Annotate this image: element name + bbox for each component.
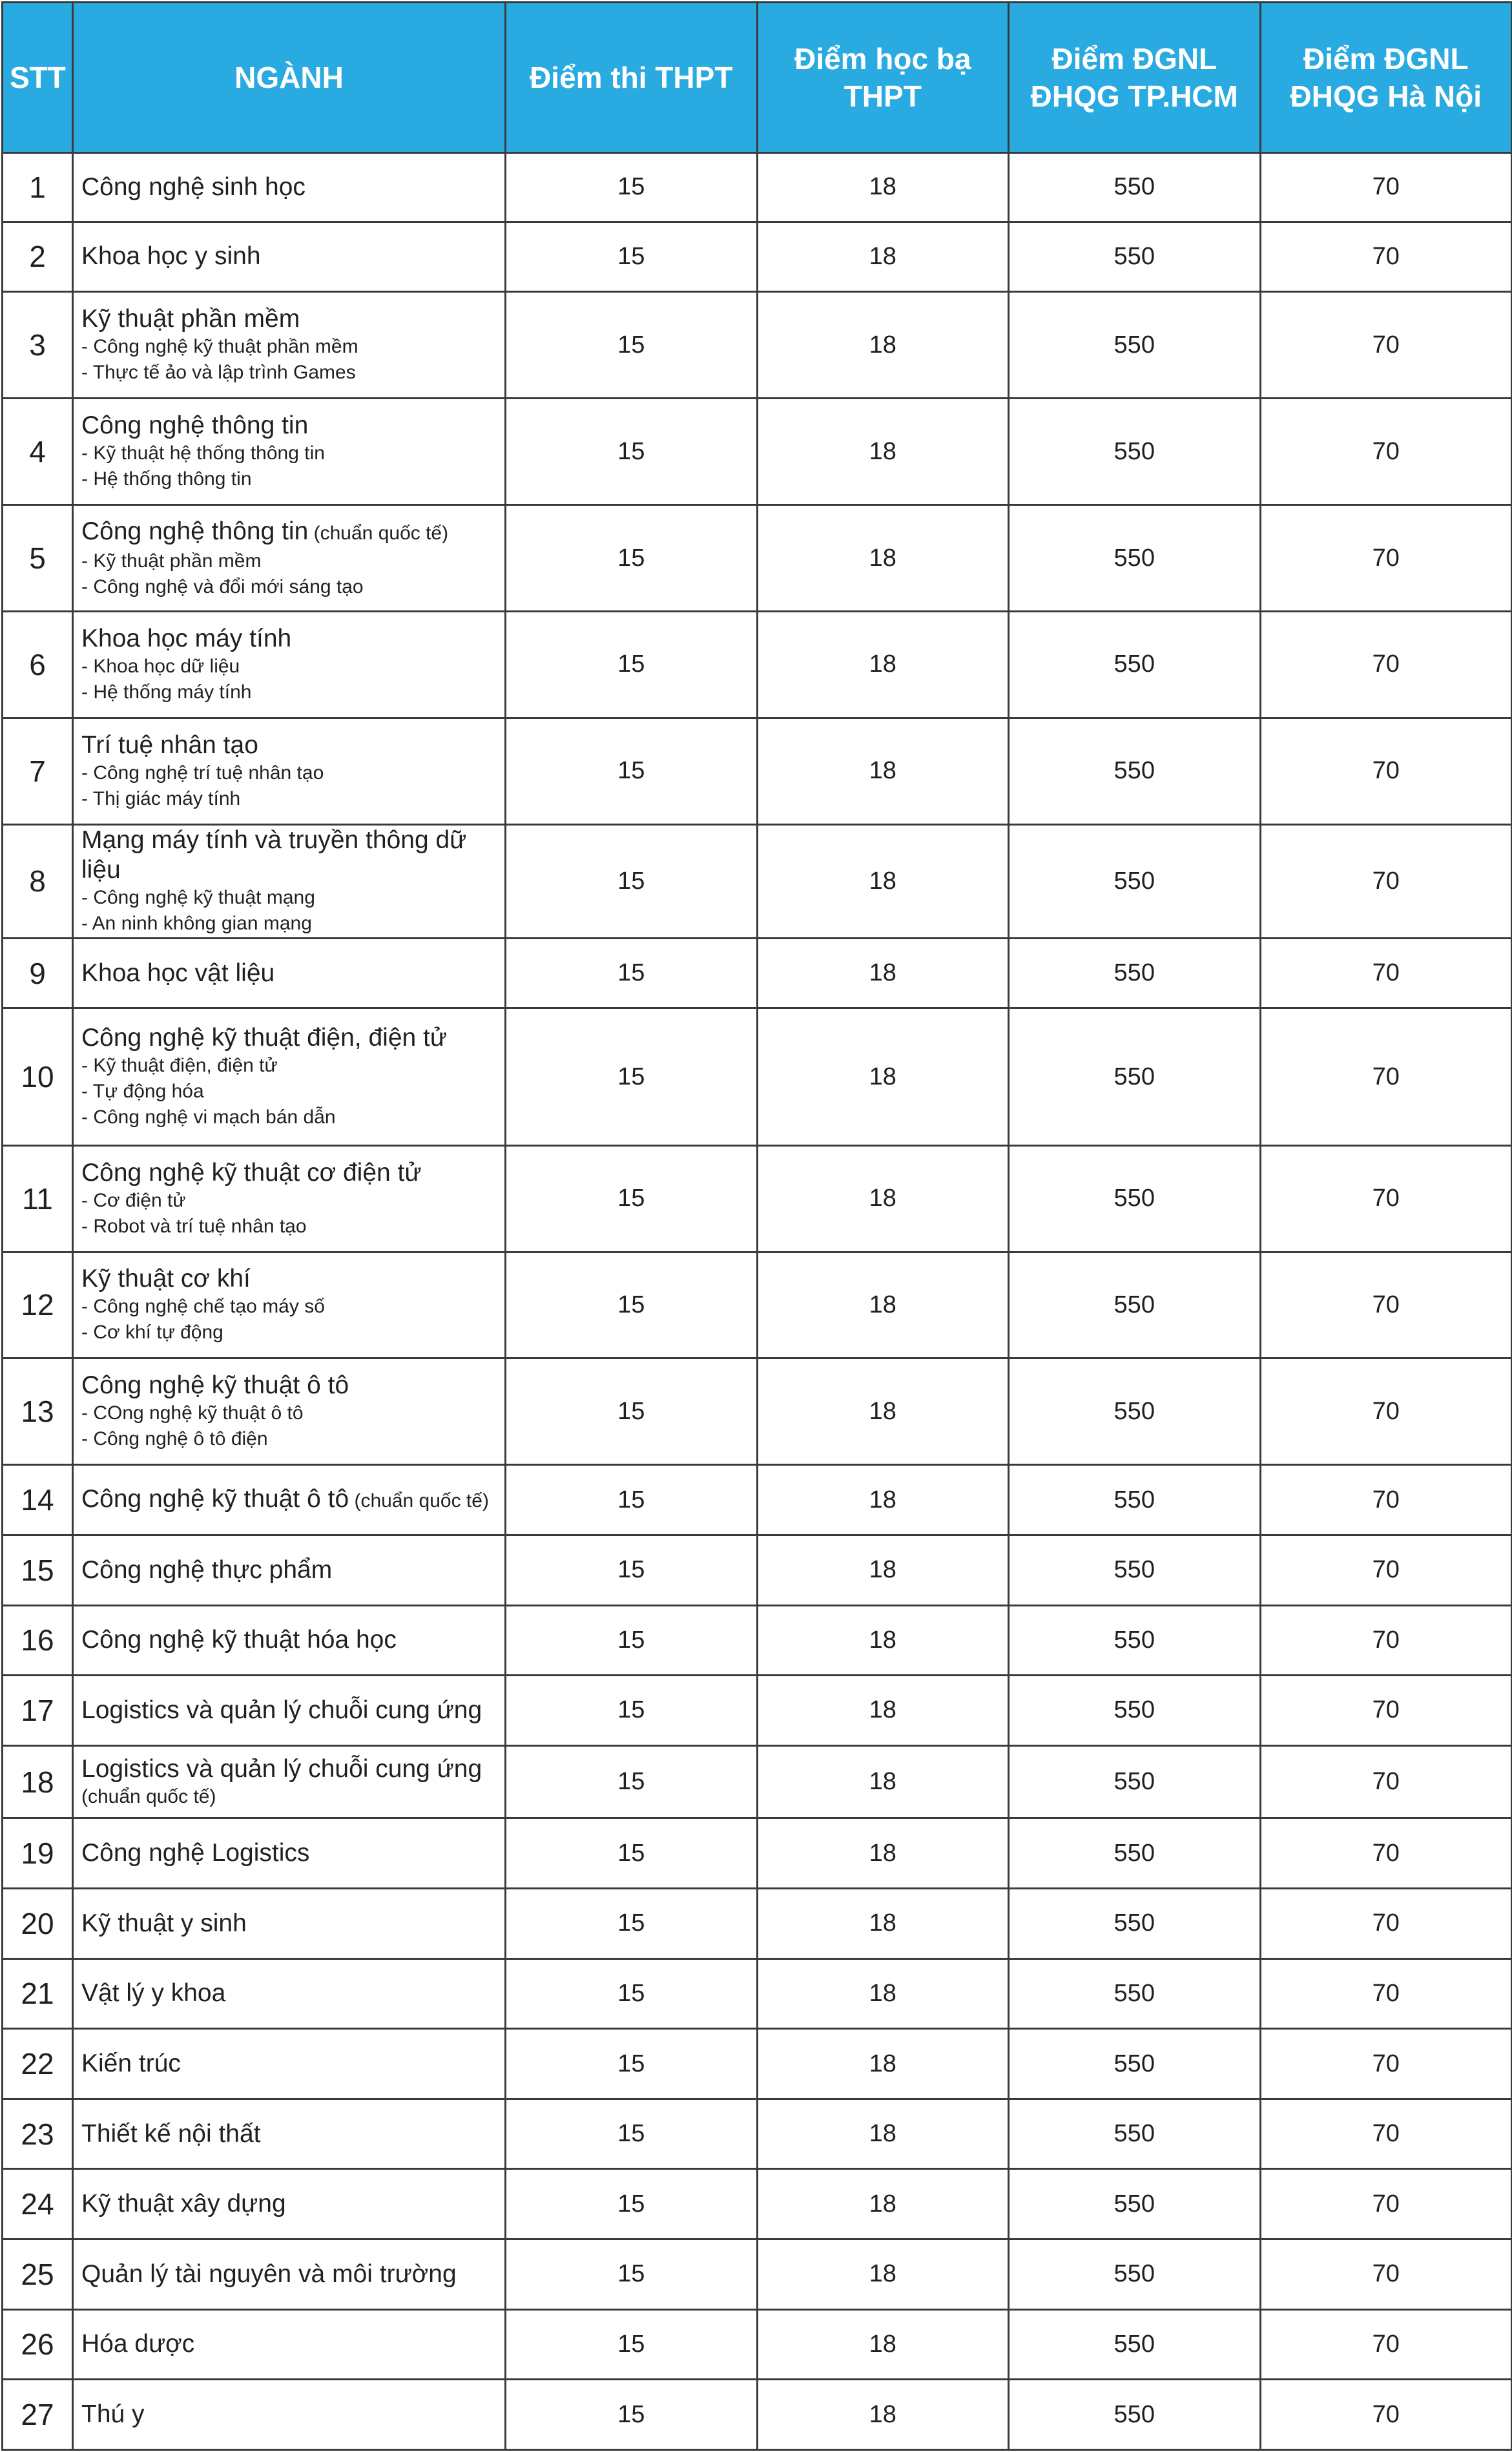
specialization-item: - Công nghệ kỹ thuật phần mềm bbox=[81, 336, 358, 358]
major-name-line bbox=[81, 242, 499, 271]
dgnl-hanoi-score: 70 bbox=[1260, 1745, 1512, 1818]
major-name-line bbox=[81, 1484, 499, 1516]
specialization-item: - Kỹ thuật phần mềm bbox=[81, 550, 262, 572]
table-row bbox=[3, 1958, 1512, 2029]
major-name-line bbox=[81, 2189, 499, 2219]
table-row bbox=[3, 2380, 1512, 2450]
dgnl-hcm-score: 550 bbox=[1009, 1008, 1261, 1145]
specialization-item: - An ninh không gian mạng bbox=[81, 913, 312, 935]
specialization-item: - Công nghệ và đổi mới sáng tạo bbox=[81, 576, 364, 597]
major-name: Công nghệ thông tin bbox=[81, 517, 309, 545]
thpt-score: 15 bbox=[506, 2309, 758, 2380]
row-number: 5 bbox=[3, 505, 73, 612]
major-name-line bbox=[81, 1023, 499, 1053]
major-name-line bbox=[81, 1838, 499, 1868]
thpt-score: 15 bbox=[506, 824, 758, 938]
specialization-item: - Công nghệ kỹ thuật mạng bbox=[81, 887, 315, 909]
transcript-score: 18 bbox=[757, 611, 1009, 718]
row-number: 12 bbox=[3, 1252, 73, 1358]
row-number: 6 bbox=[3, 611, 73, 718]
dgnl-hanoi-score: 70 bbox=[1260, 222, 1512, 292]
row-number: 24 bbox=[3, 2169, 73, 2239]
transcript-score: 18 bbox=[757, 1465, 1009, 1535]
transcript-score: 18 bbox=[757, 1145, 1009, 1252]
row-number: 19 bbox=[3, 1818, 73, 1889]
major-name: Công nghệ sinh học bbox=[81, 172, 306, 201]
dgnl-hcm-score: 550 bbox=[1009, 2029, 1261, 2099]
dgnl-hcm-score: 550 bbox=[1009, 824, 1261, 938]
major-name: Công nghệ kỹ thuật điện, điện tử bbox=[81, 1024, 447, 1052]
dgnl-hanoi-score: 70 bbox=[1260, 1676, 1512, 1746]
major-name: Kỹ thuật xây dựng bbox=[81, 2190, 286, 2218]
row-number: 16 bbox=[3, 1605, 73, 1676]
dgnl-hanoi-score: 70 bbox=[1260, 1465, 1512, 1535]
thpt-score: 15 bbox=[506, 1145, 758, 1252]
row-number: 11 bbox=[3, 1145, 73, 1252]
row-number: 10 bbox=[3, 1008, 73, 1145]
major-name-line bbox=[81, 1371, 499, 1400]
dgnl-hanoi-score: 70 bbox=[1260, 2169, 1512, 2239]
transcript-score: 18 bbox=[757, 2169, 1009, 2239]
dgnl-hcm-score: 550 bbox=[1009, 1535, 1261, 1605]
row-number: 25 bbox=[3, 2239, 73, 2310]
specialization-item: - Hệ thống máy tính bbox=[81, 681, 252, 703]
transcript-score: 18 bbox=[757, 1535, 1009, 1605]
specialization-item: - Hệ thống thông tin bbox=[81, 468, 252, 490]
transcript-score: 18 bbox=[757, 2380, 1009, 2450]
dgnl-hanoi-score: 70 bbox=[1260, 399, 1512, 505]
header-thpt-score: Điểm thi THPT bbox=[506, 3, 758, 153]
row-number: 9 bbox=[3, 938, 73, 1008]
transcript-score: 18 bbox=[757, 292, 1009, 399]
specialization-item: - Tự động hóa bbox=[81, 1081, 204, 1102]
major-name-line bbox=[81, 1555, 499, 1585]
thpt-score: 15 bbox=[506, 718, 758, 824]
dgnl-hcm-score: 550 bbox=[1009, 1745, 1261, 1818]
dgnl-hanoi-score: 70 bbox=[1260, 505, 1512, 612]
header-dgnl-hanoi-score: Điểm ĐGNL ĐHQG Hà Nội bbox=[1260, 3, 1512, 153]
transcript-score: 18 bbox=[757, 1008, 1009, 1145]
thpt-score: 15 bbox=[506, 938, 758, 1008]
header-dgnl-hcm-score: Điểm ĐGNL ĐHQG TP.HCM bbox=[1009, 3, 1261, 153]
dgnl-hcm-score: 550 bbox=[1009, 153, 1261, 222]
dgnl-hcm-score: 550 bbox=[1009, 1145, 1261, 1252]
transcript-score: 18 bbox=[757, 1889, 1009, 1959]
major-cell bbox=[73, 2380, 506, 2450]
major-name: Logistics và quản lý chuỗi cung ứng bbox=[81, 1754, 482, 1783]
table-row bbox=[3, 1676, 1512, 1746]
row-number: 7 bbox=[3, 718, 73, 824]
thpt-score: 15 bbox=[506, 2239, 758, 2310]
dgnl-hcm-score: 550 bbox=[1009, 1676, 1261, 1746]
major-cell bbox=[73, 938, 506, 1008]
transcript-score: 18 bbox=[757, 2239, 1009, 2310]
major-name: Thú y bbox=[81, 2400, 145, 2429]
transcript-score: 18 bbox=[757, 222, 1009, 292]
transcript-score: 18 bbox=[757, 938, 1009, 1008]
dgnl-hcm-score: 550 bbox=[1009, 399, 1261, 505]
major-cell bbox=[73, 1358, 506, 1465]
dgnl-hanoi-score: 70 bbox=[1260, 1252, 1512, 1358]
major-name: Kỹ thuật y sinh bbox=[81, 1909, 247, 1937]
row-number: 17 bbox=[3, 1676, 73, 1746]
row-number: 8 bbox=[3, 824, 73, 938]
dgnl-hanoi-score: 70 bbox=[1260, 718, 1512, 824]
major-name: Kỹ thuật phần mềm bbox=[81, 305, 300, 333]
table-row bbox=[3, 1745, 1512, 1818]
dgnl-hanoi-score: 70 bbox=[1260, 1958, 1512, 2029]
transcript-score: 18 bbox=[757, 1605, 1009, 1676]
row-number: 14 bbox=[3, 1465, 73, 1535]
dgnl-hanoi-score: 70 bbox=[1260, 2309, 1512, 2380]
row-number: 27 bbox=[3, 2380, 73, 2450]
table-row bbox=[3, 1465, 1512, 1535]
dgnl-hcm-score: 550 bbox=[1009, 505, 1261, 612]
transcript-score: 18 bbox=[757, 2309, 1009, 2380]
table-body bbox=[3, 153, 1512, 2450]
table-row bbox=[3, 824, 1512, 938]
dgnl-hanoi-score: 70 bbox=[1260, 2029, 1512, 2099]
row-number: 1 bbox=[3, 153, 73, 222]
dgnl-hcm-score: 550 bbox=[1009, 2099, 1261, 2169]
transcript-score: 18 bbox=[757, 505, 1009, 612]
table-row bbox=[3, 1605, 1512, 1676]
dgnl-hanoi-score: 70 bbox=[1260, 824, 1512, 938]
major-name-line bbox=[81, 1979, 499, 2008]
major-name: Quản lý tài nguyên và môi trường bbox=[81, 2260, 457, 2288]
dgnl-hanoi-score: 70 bbox=[1260, 1358, 1512, 1465]
row-number: 26 bbox=[3, 2309, 73, 2380]
row-number: 18 bbox=[3, 1745, 73, 1818]
major-name: Logistics và quản lý chuỗi cung ứng bbox=[81, 1696, 482, 1724]
major-cell bbox=[73, 1535, 506, 1605]
header-major: NGÀNH bbox=[73, 3, 506, 153]
dgnl-hanoi-score: 70 bbox=[1260, 938, 1512, 1008]
thpt-score: 15 bbox=[506, 1745, 758, 1818]
major-cell bbox=[73, 2239, 506, 2310]
row-number: 21 bbox=[3, 1958, 73, 2029]
table-row bbox=[3, 2239, 1512, 2310]
dgnl-hcm-score: 550 bbox=[1009, 1605, 1261, 1676]
table-row bbox=[3, 2309, 1512, 2380]
major-name: Thiết kế nội thất bbox=[81, 2119, 261, 2148]
major-name-line bbox=[81, 731, 499, 760]
major-cell bbox=[73, 824, 506, 938]
dgnl-hcm-score: 550 bbox=[1009, 222, 1261, 292]
major-name: Khoa học máy tính bbox=[81, 624, 292, 652]
major-cell bbox=[73, 153, 506, 222]
row-number: 22 bbox=[3, 2029, 73, 2099]
dgnl-hcm-score: 550 bbox=[1009, 611, 1261, 718]
thpt-score: 15 bbox=[506, 2380, 758, 2450]
table-row bbox=[3, 1145, 1512, 1252]
transcript-score: 18 bbox=[757, 2029, 1009, 2099]
major-name-line bbox=[81, 2260, 499, 2289]
table-row bbox=[3, 938, 1512, 1008]
major-name-line bbox=[81, 959, 499, 988]
major-cell bbox=[73, 1889, 506, 1959]
major-cell bbox=[73, 2099, 506, 2169]
row-number: 3 bbox=[3, 292, 73, 399]
table-row bbox=[3, 1358, 1512, 1465]
dgnl-hanoi-score: 70 bbox=[1260, 2099, 1512, 2169]
thpt-score: 15 bbox=[506, 1535, 758, 1605]
thpt-score: 15 bbox=[506, 2169, 758, 2239]
major-name: Trí tuệ nhân tạo bbox=[81, 731, 258, 759]
transcript-score: 18 bbox=[757, 153, 1009, 222]
major-cell bbox=[73, 1008, 506, 1145]
major-name-line bbox=[81, 2329, 499, 2359]
table-row bbox=[3, 1818, 1512, 1889]
table-row bbox=[3, 2029, 1512, 2099]
dgnl-hcm-score: 550 bbox=[1009, 718, 1261, 824]
header-transcript-score: Điểm học bạ THPT bbox=[757, 3, 1009, 153]
dgnl-hcm-score: 550 bbox=[1009, 1252, 1261, 1358]
specialization-item: - Công nghệ vi mạch bán dẫn bbox=[81, 1107, 336, 1128]
dgnl-hanoi-score: 70 bbox=[1260, 1818, 1512, 1889]
major-name-line bbox=[81, 1696, 499, 1725]
table-row bbox=[3, 2099, 1512, 2169]
dgnl-hanoi-score: 70 bbox=[1260, 1145, 1512, 1252]
specialization-item: - Thực tế ảo và lập trình Games bbox=[81, 362, 356, 384]
transcript-score: 18 bbox=[757, 2099, 1009, 2169]
table-row bbox=[3, 222, 1512, 292]
thpt-score: 15 bbox=[506, 153, 758, 222]
dgnl-hcm-score: 550 bbox=[1009, 2169, 1261, 2239]
major-cell bbox=[73, 222, 506, 292]
thpt-score: 15 bbox=[506, 1605, 758, 1676]
major-cell bbox=[73, 1145, 506, 1252]
dgnl-hcm-score: 550 bbox=[1009, 1465, 1261, 1535]
row-number: 4 bbox=[3, 399, 73, 505]
table-row bbox=[3, 153, 1512, 222]
admission-score-table bbox=[1, 1, 1512, 2451]
specialization-item: - Khoa học dữ liệu bbox=[81, 655, 240, 677]
major-name: Công nghệ thực phẩm bbox=[81, 1555, 333, 1584]
thpt-score: 15 bbox=[506, 1465, 758, 1535]
major-name-line bbox=[81, 2400, 499, 2429]
thpt-score: 15 bbox=[506, 399, 758, 505]
major-name: Công nghệ kỹ thuật ô tô bbox=[81, 1371, 349, 1400]
major-name: Khoa học y sinh bbox=[81, 242, 261, 271]
thpt-score: 15 bbox=[506, 611, 758, 718]
specialization-item: - Kỹ thuật điện, điện tử bbox=[81, 1055, 278, 1076]
major-note: (chuẩn quốc tế) bbox=[308, 522, 449, 544]
dgnl-hcm-score: 550 bbox=[1009, 938, 1261, 1008]
major-name-line bbox=[81, 1754, 499, 1784]
major-name: Công nghệ thông tin bbox=[81, 411, 309, 440]
major-cell bbox=[73, 1252, 506, 1358]
major-cell bbox=[73, 1605, 506, 1676]
dgnl-hcm-score: 550 bbox=[1009, 1958, 1261, 2029]
major-cell bbox=[73, 718, 506, 824]
thpt-score: 15 bbox=[506, 1958, 758, 2029]
major-name-line bbox=[81, 624, 499, 654]
thpt-score: 15 bbox=[506, 1889, 758, 1959]
transcript-score: 18 bbox=[757, 1745, 1009, 1818]
major-cell bbox=[73, 611, 506, 718]
major-name-line bbox=[81, 1264, 499, 1294]
specialization-item: - Thị giác máy tính bbox=[81, 787, 241, 809]
major-cell bbox=[73, 1465, 506, 1535]
table-row bbox=[3, 1252, 1512, 1358]
dgnl-hcm-score: 550 bbox=[1009, 2309, 1261, 2380]
table-row bbox=[3, 399, 1512, 505]
dgnl-hanoi-score: 70 bbox=[1260, 611, 1512, 718]
thpt-score: 15 bbox=[506, 222, 758, 292]
dgnl-hanoi-score: 70 bbox=[1260, 292, 1512, 399]
dgnl-hanoi-score: 70 bbox=[1260, 1889, 1512, 1959]
major-name-line bbox=[81, 304, 499, 334]
major-name: Kỹ thuật cơ khí bbox=[81, 1265, 251, 1293]
major-name-line bbox=[81, 2119, 499, 2149]
major-name-line bbox=[81, 172, 499, 202]
dgnl-hcm-score: 550 bbox=[1009, 2380, 1261, 2450]
major-name: Kiến trúc bbox=[81, 2050, 181, 2078]
thpt-score: 15 bbox=[506, 1252, 758, 1358]
thpt-score: 15 bbox=[506, 2099, 758, 2169]
major-cell bbox=[73, 1745, 506, 1818]
table-row bbox=[3, 1535, 1512, 1605]
dgnl-hanoi-score: 70 bbox=[1260, 1008, 1512, 1145]
dgnl-hcm-score: 550 bbox=[1009, 1358, 1261, 1465]
row-number: 13 bbox=[3, 1358, 73, 1465]
dgnl-hanoi-score: 70 bbox=[1260, 1605, 1512, 1676]
specialization-item: (chuẩn quốc tế) bbox=[81, 1785, 216, 1807]
transcript-score: 18 bbox=[757, 1818, 1009, 1889]
dgnl-hanoi-score: 70 bbox=[1260, 153, 1512, 222]
major-note: (chuẩn quốc tế) bbox=[349, 1490, 489, 1512]
transcript-score: 18 bbox=[757, 1676, 1009, 1746]
major-name: Hóa dược bbox=[81, 2330, 195, 2358]
major-name-line bbox=[81, 517, 499, 548]
row-number: 23 bbox=[3, 2099, 73, 2169]
major-name-line bbox=[81, 1909, 499, 1938]
specialization-item: - Cơ điện tử bbox=[81, 1189, 186, 1211]
major-cell bbox=[73, 2169, 506, 2239]
specialization-item: - Công nghệ ô tô điện bbox=[81, 1428, 268, 1450]
dgnl-hcm-score: 550 bbox=[1009, 1818, 1261, 1889]
major-cell bbox=[73, 505, 506, 612]
major-name: Mạng máy tính và truyền thông dữ liệu bbox=[81, 826, 467, 884]
specialization-item: - Robot và trí tuệ nhân tạo bbox=[81, 1215, 307, 1237]
major-cell bbox=[73, 399, 506, 505]
header-stt: STT bbox=[3, 3, 73, 153]
major-name: Công nghệ kỹ thuật ô tô bbox=[81, 1484, 349, 1513]
major-cell bbox=[73, 2309, 506, 2380]
transcript-score: 18 bbox=[757, 718, 1009, 824]
major-cell bbox=[73, 1676, 506, 1746]
specialization-item: - Công nghệ trí tuệ nhân tạo bbox=[81, 762, 324, 784]
transcript-score: 18 bbox=[757, 1358, 1009, 1465]
major-cell bbox=[73, 2029, 506, 2099]
table-row bbox=[3, 292, 1512, 399]
major-cell bbox=[73, 292, 506, 399]
major-cell bbox=[73, 1958, 506, 2029]
major-name-line bbox=[81, 411, 499, 441]
dgnl-hcm-score: 550 bbox=[1009, 2239, 1261, 2310]
thpt-score: 15 bbox=[506, 1676, 758, 1746]
major-name: Công nghệ kỹ thuật hóa học bbox=[81, 1626, 397, 1654]
table-header bbox=[3, 3, 1512, 153]
major-name-line bbox=[81, 1158, 499, 1188]
specialization-item: - Cơ khí tự động bbox=[81, 1322, 223, 1344]
transcript-score: 18 bbox=[757, 399, 1009, 505]
thpt-score: 15 bbox=[506, 2029, 758, 2099]
major-cell bbox=[73, 1818, 506, 1889]
thpt-score: 15 bbox=[506, 1818, 758, 1889]
major-name: Công nghệ kỹ thuật cơ điện tử bbox=[81, 1158, 422, 1187]
specialization-item: - Kỹ thuật hệ thống thông tin bbox=[81, 442, 325, 464]
major-name: Công nghệ Logistics bbox=[81, 1839, 310, 1867]
thpt-score: 15 bbox=[506, 1358, 758, 1465]
dgnl-hanoi-score: 70 bbox=[1260, 2380, 1512, 2450]
table-row bbox=[3, 718, 1512, 824]
table-row bbox=[3, 1008, 1512, 1145]
header-row bbox=[3, 3, 1512, 153]
table-row bbox=[3, 505, 1512, 612]
thpt-score: 15 bbox=[506, 292, 758, 399]
table-row bbox=[3, 611, 1512, 718]
dgnl-hanoi-score: 70 bbox=[1260, 2239, 1512, 2310]
thpt-score: 15 bbox=[506, 505, 758, 612]
transcript-score: 18 bbox=[757, 824, 1009, 938]
transcript-score: 18 bbox=[757, 1958, 1009, 2029]
dgnl-hcm-score: 550 bbox=[1009, 1889, 1261, 1959]
table-row bbox=[3, 1889, 1512, 1959]
specialization-item: - COng nghệ kỹ thuật ô tô bbox=[81, 1402, 304, 1424]
specialization-item: - Công nghệ chế tạo máy số bbox=[81, 1296, 325, 1318]
row-number: 15 bbox=[3, 1535, 73, 1605]
transcript-score: 18 bbox=[757, 1252, 1009, 1358]
thpt-score: 15 bbox=[506, 1008, 758, 1145]
row-number: 2 bbox=[3, 222, 73, 292]
major-name-line bbox=[81, 2049, 499, 2079]
major-name-line bbox=[81, 826, 499, 885]
table-row bbox=[3, 2169, 1512, 2239]
row-number: 20 bbox=[3, 1889, 73, 1959]
major-name: Vật lý y khoa bbox=[81, 1979, 226, 2008]
major-name-line bbox=[81, 1625, 499, 1655]
dgnl-hcm-score: 550 bbox=[1009, 292, 1261, 399]
dgnl-hanoi-score: 70 bbox=[1260, 1535, 1512, 1605]
major-name: Khoa học vật liệu bbox=[81, 959, 275, 987]
